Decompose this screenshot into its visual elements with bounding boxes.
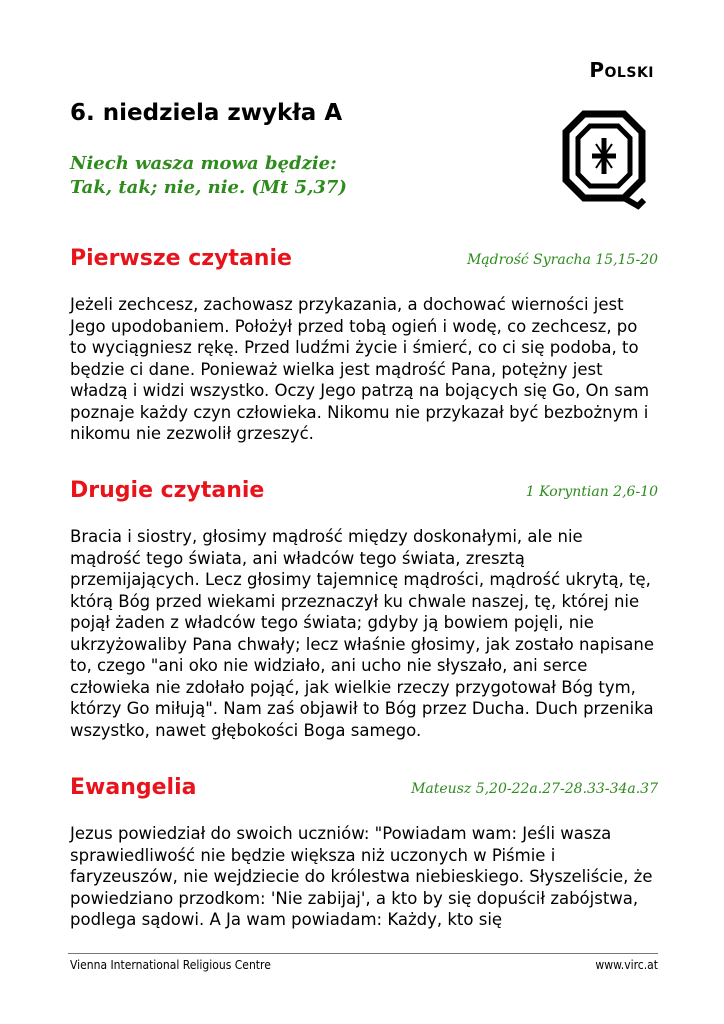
footer-website-link[interactable]: www.virc.at bbox=[595, 958, 658, 972]
gospel-text: Jezus powiedział do swoich uczniów: "Powiadam wam: Jeśli wasza sprawiedliwość nie będzie większa niż uczonych w Piśmie i faryzeuszów, nie wejdziecie do królestwa niebieskiego. Słyszeliście, że powiedziano przodkom: 'Nie zabijaj', a kto by się dopuścił zabójstwa, podlega sądowi. A Ja wam powiadam: Każdy, kto się bbox=[70, 824, 653, 929]
footer-divider bbox=[68, 953, 658, 954]
gospel-title: Ewangelia bbox=[70, 775, 197, 800]
motto-line-2: Tak, tak; nie, nie. (Mt 5,37) bbox=[70, 177, 347, 198]
gospel-header bbox=[70, 775, 658, 809]
second-reading-header bbox=[70, 478, 658, 512]
first-reading-reference: Mądrość Syracha 15,15-20 bbox=[466, 252, 658, 268]
second-reading-reference: 1 Koryntian 2,6-10 bbox=[525, 484, 658, 500]
motto-line-1: Niech wasza mowa będzie: bbox=[70, 153, 337, 174]
footer-organization: Vienna International Religious Centre bbox=[70, 958, 271, 972]
gospel-section bbox=[70, 775, 658, 931]
second-reading-text: Bracia i siostry, głosimy mądrość między doskonałymi, ale nie mądrość tego świata, ani władców tego świata, zresztą przemijających. Lecz głosimy tajemnicę mądrości, mądrość ukrytą, tę, którą Bóg przed wiekami przeznaczył ku chwale naszej, tę, której nie pojął żaden z władców tego świata; gdyby ją bowiem pojęli, nie ukrzyżowaliby Pana chwały; lecz właśnie głosimy, jak zostało napisane to, czego "ani oko nie widziało, ani ucho nie słyszało, ani serce człowieka nie zdołało pojąć, jak wielkie rzeczy przygotował Bóg tym, którzy Go miłują". Nam zaś objawił to Bóg przez Ducha. Duch przenika wszystko, nawet głębokości Boga samego. bbox=[70, 527, 654, 740]
second-reading-title: Drugie czytanie bbox=[70, 478, 265, 503]
first-reading-section bbox=[70, 246, 658, 445]
virc-cross-logo-icon bbox=[562, 110, 646, 210]
first-reading-header bbox=[70, 246, 658, 280]
language-label: Polski bbox=[589, 58, 654, 82]
second-reading-section bbox=[70, 478, 658, 741]
first-reading-title: Pierwsze czytanie bbox=[70, 246, 292, 271]
page-title: 6. niedziela zwykła A bbox=[70, 100, 343, 126]
gospel-reference: Mateusz 5,20-22a.27-28.33-34a.37 bbox=[411, 781, 658, 797]
motto-quote bbox=[70, 152, 347, 200]
first-reading-text: Jeżeli zechcesz, zachowasz przykazania, a dochować wierności jest Jego upodobaniem. Położył przed tobą ogień i wodę, co zechcesz, po to wyciągniesz rękę. Przed ludźmi życie i śmierć, co ci się podoba, to będzie ci dane. Ponieważ wielka jest mądrość Pana, potężny jest władzą i widzi wszystko. Oczy Jego patrzą na bojących się Go, On sam poznaje każdy czyn człowieka. Nikomu nie przykazał być bezbożnym i nikomu nie zezwolił grzeszyć. bbox=[70, 295, 650, 443]
